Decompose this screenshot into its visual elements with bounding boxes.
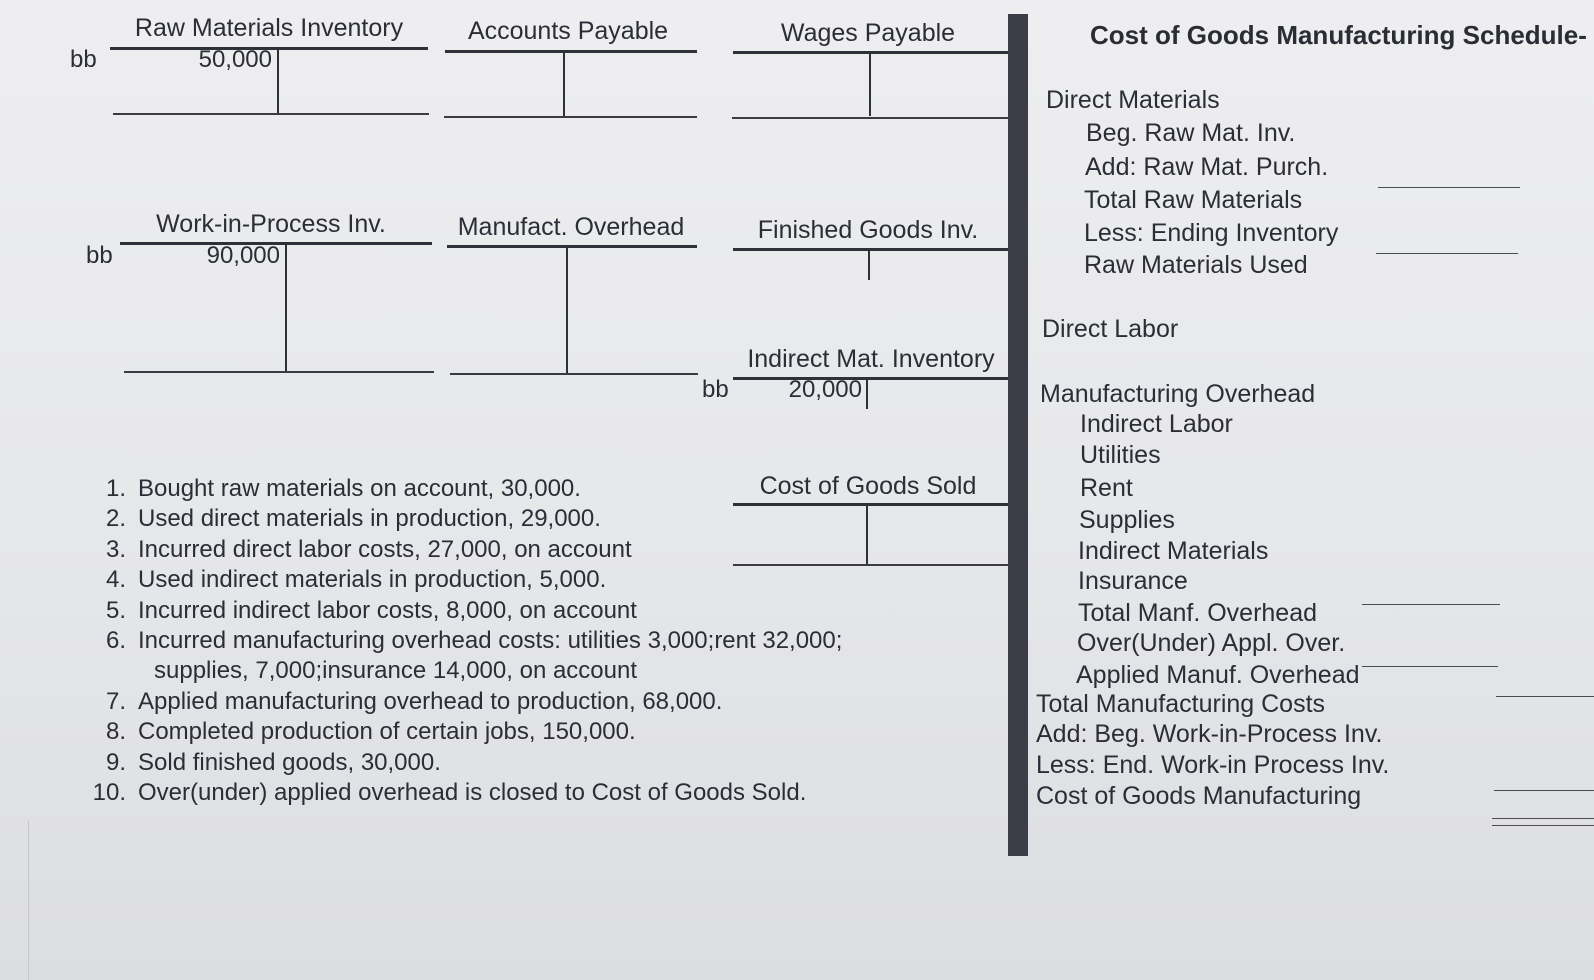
- schedule-blank-line: [1362, 604, 1500, 605]
- transaction-item: 5. Incurred indirect labor costs, 8,000, on account: [105, 596, 637, 624]
- transaction-item: 4. Used indirect materials in production, 5,000.: [105, 566, 607, 594]
- schedule-total-raw: Total Raw Materials: [1084, 186, 1303, 214]
- schedule-add-purch: Add: Raw Mat. Purch.: [1085, 153, 1329, 181]
- accounts-payable-top-line: [445, 50, 697, 53]
- wip-bottom-line: [124, 371, 434, 373]
- transaction-item: 3. Incurred direct labor costs, 27,000, on account: [105, 535, 632, 563]
- schedule-indirect-labor: Indirect Labor: [1080, 410, 1233, 438]
- schedule-beg-raw: Beg. Raw Mat. Inv.: [1086, 119, 1296, 147]
- schedule-double-line: [1492, 818, 1594, 819]
- transaction-item: 7. Applied manufacturing overhead to production, 68,000.: [105, 687, 723, 715]
- schedule-blank-line: [1376, 253, 1518, 254]
- indirect-mat-bb-value: 20,000: [788, 376, 862, 403]
- schedule-mfg-overhead: Manufacturing Overhead: [1040, 380, 1316, 408]
- mfg-overhead-center-line: [566, 247, 568, 373]
- schedule-total-costs: Total Manufacturing Costs: [1036, 690, 1326, 718]
- mfg-overhead-top-line: [447, 245, 697, 248]
- finished-goods-top-line: [733, 248, 1008, 251]
- transaction-item: 10. Over(under) applied overhead is closed to Cost of Goods Sold.: [92, 779, 807, 807]
- schedule-rent: Rent: [1080, 474, 1133, 502]
- transaction-item: 1. Bought raw materials on account, 30,000.: [105, 475, 581, 502]
- cogs-center-line: [866, 505, 868, 565]
- raw-materials-bb-value: 50,000: [198, 46, 272, 73]
- schedule-indirect-mat: Indirect Materials: [1078, 537, 1269, 565]
- accounts-payable-center-line: [563, 52, 565, 116]
- wages-payable-title: Wages Payable: [780, 19, 956, 47]
- schedule-blank-line: [1362, 666, 1498, 667]
- indirect-mat-title: Indirect Mat. Inventory: [747, 345, 995, 373]
- schedule-less-end-wip: Less: End. Work-in Process Inv.: [1036, 751, 1390, 779]
- schedule-blank-line: [1378, 187, 1520, 188]
- schedule-total-overhead: Total Manf. Overhead: [1078, 599, 1318, 627]
- transaction-item: 8. Completed production of certain jobs, 150,000.: [105, 718, 636, 746]
- raw-materials-bottom-line: [113, 113, 429, 115]
- wip-center-line: [285, 244, 287, 372]
- indirect-mat-center-line: [866, 379, 868, 409]
- raw-materials-bb-label: bb: [70, 46, 97, 73]
- wip-bb-label: bb: [86, 242, 113, 269]
- transaction-list: [92, 474, 842, 808]
- cogs-title: Cost of Goods Sold: [759, 472, 977, 500]
- schedule-utilities: Utilities: [1080, 441, 1161, 469]
- accounts-payable-title: Accounts Payable: [467, 17, 669, 45]
- accounts-payable-bottom-line: [444, 116, 697, 118]
- schedule-blank-line: [1494, 790, 1594, 791]
- transaction-item-continued: supplies, 7,000;insurance 14,000, on account: [154, 657, 638, 685]
- schedule-blank-line: [1496, 696, 1594, 697]
- finished-goods-title: Finished Goods Inv.: [757, 216, 979, 244]
- schedule-raw-used: Raw Materials Used: [1084, 251, 1308, 279]
- schedule-double-line: [1492, 825, 1594, 826]
- schedule-cogm: Cost of Goods Manufacturing: [1036, 782, 1362, 810]
- schedule-over-under: Over(Under) Appl. Over.: [1077, 629, 1346, 657]
- transaction-item: 2. Used direct materials in production, 29,000.: [105, 505, 601, 533]
- transaction-item: 9. Sold finished goods, 30,000.: [105, 748, 441, 776]
- mfg-overhead-title: Manufact. Overhead: [457, 213, 685, 241]
- schedule-supplies: Supplies: [1079, 506, 1175, 534]
- page-divider: [1008, 14, 1028, 856]
- wages-payable-center-line: [869, 53, 871, 116]
- schedule-title: Cost of Goods Manufacturing Schedule-: [1090, 20, 1587, 50]
- raw-materials-title: Raw Materials Inventory: [134, 14, 404, 42]
- wip-title: Work-in-Process Inv.: [156, 210, 386, 238]
- finished-goods-center-line: [868, 250, 870, 280]
- wages-payable-bottom-line: [732, 117, 1008, 119]
- schedule-direct-labor: Direct Labor: [1042, 315, 1179, 343]
- schedule-insurance: Insurance: [1078, 567, 1188, 595]
- indirect-mat-bb-label: bb: [702, 376, 729, 403]
- mfg-overhead-bottom-line: [450, 373, 698, 375]
- transaction-item: 6. Incurred manufacturing overhead costs: utilities 3,000;rent 32,000;: [105, 627, 843, 655]
- schedule-add-beg-wip: Add: Beg. Work-in-Process Inv.: [1036, 720, 1383, 748]
- schedule-applied: Applied Manuf. Overhead: [1076, 661, 1360, 689]
- schedule-less-end: Less: Ending Inventory: [1084, 219, 1339, 247]
- page-edge: [28, 820, 29, 980]
- raw-materials-center-line: [277, 49, 279, 113]
- schedule-direct-materials: Direct Materials: [1046, 86, 1220, 114]
- wip-bb-value: 90,000: [206, 242, 280, 269]
